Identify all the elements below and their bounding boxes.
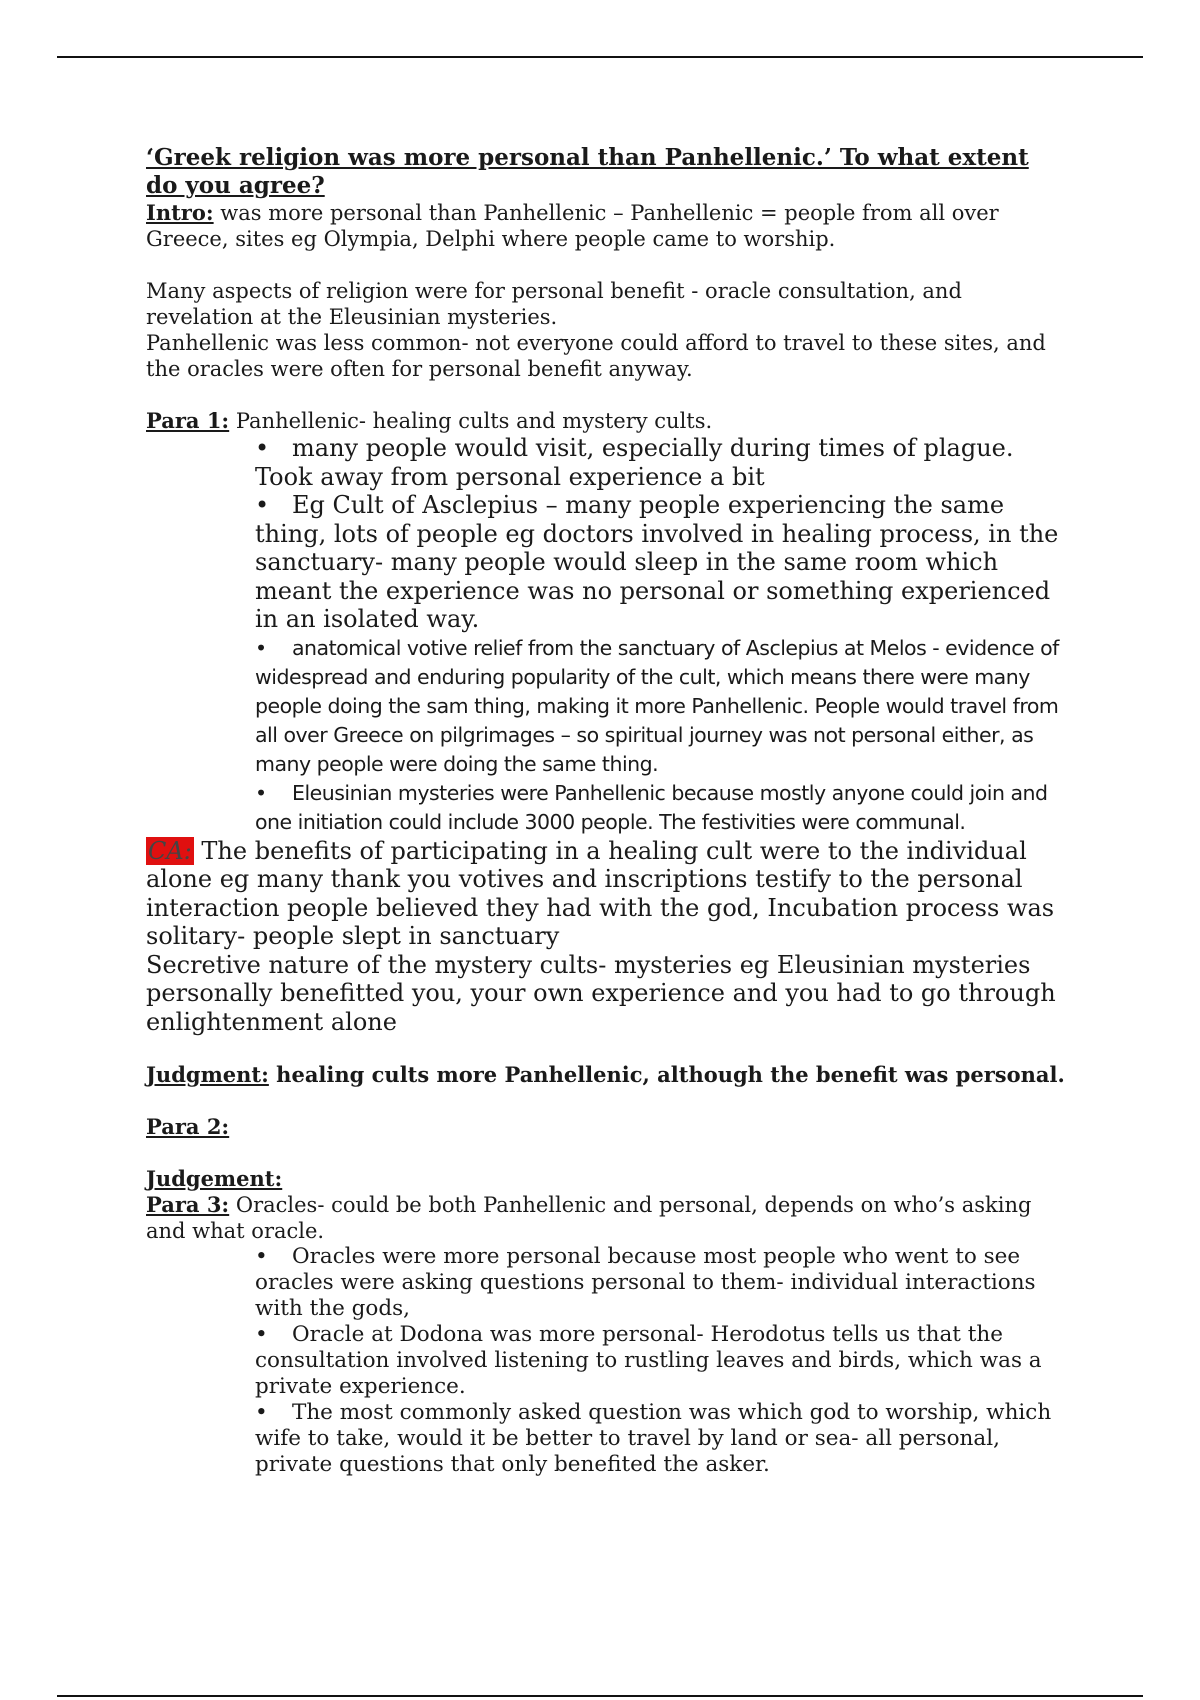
judgment-text: healing cults more Panhellenic, although the benefit was personal. [268, 1062, 1065, 1087]
para3-bullet-list [255, 1244, 1066, 1478]
bullet-icon: • [255, 780, 267, 805]
list-item-text: Eg Cult of Asclepius – many people experiencing the same thing, lots of people eg doctors involved in healing process, in the sanctuary- many people would sleep in the same room which meant the experience was no personal or something experienced in an isolated way. [255, 491, 1059, 633]
para1-label: Para 1: [146, 408, 230, 433]
para2-label: Para 2: [146, 1114, 230, 1139]
footer-rule [57, 1695, 1143, 1697]
bullet-icon: • [255, 491, 270, 519]
intro-text: was more personal than Panhellenic – Panhellenic = people from all over Greece, sites eg Olympia, Delphi where people came to worship. [146, 201, 999, 251]
intro-label: Intro: [146, 200, 214, 225]
para3-heading [146, 1192, 1066, 1244]
para3-text: Oracles- could be both Panhellenic and personal, depends on who’s asking and what oracle. [146, 1193, 1032, 1243]
judgement-label: Judgement: [146, 1166, 283, 1191]
para1-heading [146, 408, 1066, 434]
list-item-text: The most commonly asked question was which god to worship, which wife to take, would it be better to travel by land or sea- all personal, private questions that only benefited the asker. [255, 1400, 1052, 1477]
essay-title: ‘Greek religion was more personal than Panhellenic.’ To what extent do you agree? [146, 144, 1029, 199]
ca-text: The benefits of participating in a healing cult were to the individual alone eg many thank you votives and inscriptions testify to the personal interaction people believed they had with the god, Incubation process was solitary- people slept in sanctuary [146, 836, 1055, 950]
para3-label: Para 3: [146, 1192, 230, 1217]
list-item [255, 434, 1066, 491]
list-item-text: Oracles were more personal because most people who went to see oracles were asking questions personal to them- individual interactions with the gods, [255, 1244, 1036, 1321]
list-item-text: Eleusinian mysteries were Panhellenic because mostly anyone could join and one initiation could include 3000 people. The festivities were communal. [255, 780, 1048, 834]
para2-heading [146, 1114, 1066, 1140]
bullet-icon: • [255, 1400, 268, 1425]
list-item [255, 491, 1066, 634]
bullet-icon: • [255, 1322, 268, 1347]
ca-label: CA: [148, 836, 192, 865]
para1-text: Panhellenic- healing cults and mystery cults. [229, 409, 713, 433]
list-item-text: Oracle at Dodona was more personal- Herodotus tells us that the consultation involved listening to rustling leaves and birds, which was a private experience. [255, 1322, 1042, 1399]
document-body [146, 144, 1066, 1478]
bullet-icon: • [255, 434, 270, 462]
list-item [255, 1400, 1066, 1478]
para1-bullet-list [255, 434, 1066, 837]
counter-argument [146, 837, 1066, 951]
para1-judgment [146, 1062, 1066, 1088]
judgment-label: Judgment: [146, 1062, 269, 1087]
list-item [255, 1322, 1066, 1400]
bullet-icon: • [255, 1244, 268, 1269]
list-item [255, 779, 1066, 837]
list-item-text: many people would visit, especially during times of plague. Took away from personal experience a bit [255, 434, 1014, 491]
bullet-icon: • [255, 635, 267, 660]
intro-paragraph [146, 200, 1066, 252]
counter-argument-2: Secretive nature of the mystery cults- mysteries eg Eleusinian mysteries personally benefitted you, your own experience and you had to go through enlightenment alone [146, 950, 1056, 1036]
list-item [255, 634, 1066, 779]
intro-paragraph-3: Panhellenic was less common- not everyone could afford to travel to these sites, and the oracles were often for personal benefit anyway. [146, 331, 1046, 381]
list-item [255, 1244, 1066, 1322]
intro-paragraph-2: Many aspects of religion were for personal benefit - oracle consultation, and revelation at the Eleusinian mysteries. [146, 279, 962, 329]
header-rule [57, 56, 1143, 58]
list-item-text: anatomical votive relief from the sanctuary of Asclepius at Melos - evidence of widespread and enduring popularity of the cult, which means there were many people doing the sam thing, making it more Panhellenic. People would travel from all over Greece on pilgrimages – so spiritual journey was not personal either, as many people were doing the same thing. [255, 635, 1059, 776]
para2-judgement [146, 1166, 1066, 1192]
